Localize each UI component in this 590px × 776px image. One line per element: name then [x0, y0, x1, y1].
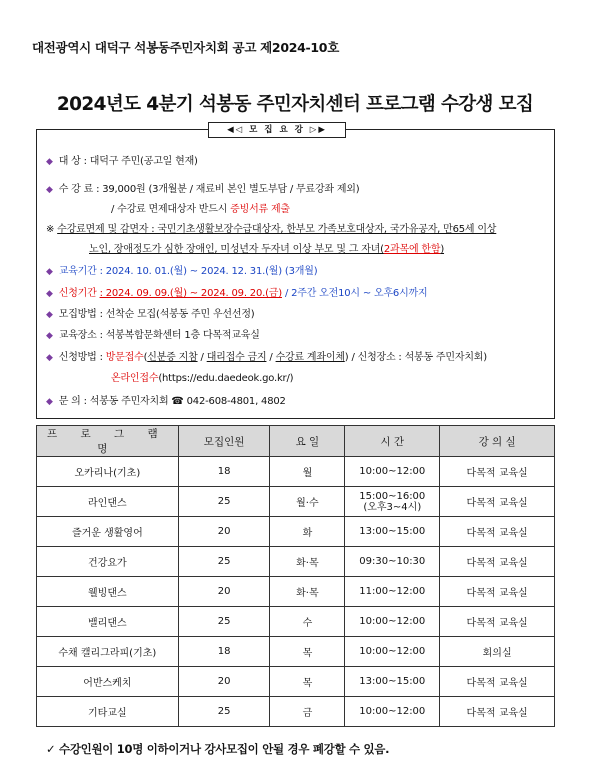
table-row: 라인댄스 25 월·수 15:00~16:00 (오후3~4시) 다목적 교육실 — [37, 487, 555, 517]
online-url-link[interactable]: (https://edu.daedeok.go.kr/) — [158, 373, 294, 384]
diamond-bullet-icon: ◆ — [46, 353, 53, 363]
table-header-row — [37, 426, 555, 457]
exempt-line-1: ※ 수강료면제 및 감면자 : 국민기초생활보장수급대상자, 한부모 가족보호대상자, 국가유공자, 만65세 이상 — [46, 224, 497, 235]
exempt-line-2: 노인, 장애정도가 심한 장애인, 미성년자 두자녀 이상 부모 및 그 자녀(2과목에 한함) — [89, 244, 445, 255]
table-row: 오카리나(기초) 18 월 10:00~12:00 다목적 교육실 — [37, 457, 555, 487]
how-line: ◆ 신청방법 : 방문접수(신분증 지참 / 대리접수 금지 / 수강료 계좌이체) / 신청장소 : 석봉동 주민자치회) — [46, 352, 487, 363]
table-row: 수채 캘리그라피(기초) 18 목 10:00~12:00 회의실 — [37, 637, 555, 667]
diamond-bullet-icon: ◆ — [46, 331, 53, 341]
footnote: ✓ 수강인원이 10명 이하이거나 강사모집이 안될 경우 폐강할 수 있음. — [46, 742, 390, 756]
notice-number: 대전광역시 대덕구 석봉동주민자치회 공고 제2024-10호 — [32, 40, 339, 55]
table-row: 밸리댄스 25 수 10:00~12:00 다목적 교육실 — [37, 607, 555, 637]
diamond-bullet-icon: ◆ — [46, 185, 53, 195]
table-row: 어반스케치 20 목 13:00~15:00 다목적 교육실 — [37, 667, 555, 697]
time-cell-multiline: 15:00~16:00 (오후3~4시) — [345, 487, 440, 517]
outline-title: ◀◁ 모 집 요 강 ▷▶ — [208, 122, 346, 138]
diamond-bullet-icon: ◆ — [46, 397, 53, 407]
table-row: 즐거운 생활영어 20 화 13:00~15:00 다목적 교육실 — [37, 517, 555, 547]
page-title: 2024년도 4분기 석봉동 주민자치센터 프로그램 수강생 모집 — [56, 94, 534, 115]
method-line: ◆ 모집방법 : 선착순 모집(석봉동 주민 우선선정) — [46, 309, 255, 320]
table-row: 기타교실 25 금 10:00~12:00 다목적 교육실 — [37, 697, 555, 727]
header-time: 시 간 — [345, 426, 440, 457]
program-table — [36, 425, 555, 727]
diamond-bullet-icon: ◆ — [46, 157, 53, 167]
fee-sub-line: / 수강료 면제대상자 반드시 증빙서류 제출 — [111, 204, 290, 215]
header-program: 프 로 그 램 명 — [37, 426, 179, 457]
place-line: ◆ 교육장소 : 석봉복합문화센터 1층 다목적교육실 — [46, 330, 260, 341]
diamond-bullet-icon: ◆ — [46, 310, 53, 320]
contact-line: ◆ 문 의 : 석봉동 주민자치회 ☎ 042-608-4801, 4802 — [46, 396, 286, 407]
table-row: 건강요가 25 화·목 09:30~10:30 다목적 교육실 — [37, 547, 555, 577]
diamond-bullet-icon: ◆ — [46, 267, 53, 277]
header-capacity: 모집인원 — [178, 426, 270, 457]
header-room: 강 의 실 — [440, 426, 555, 457]
header-day: 요 일 — [270, 426, 345, 457]
diamond-bullet-icon: ◆ — [46, 289, 53, 299]
online-line: 온라인접수(https://edu.daedeok.go.kr/) — [111, 373, 294, 384]
apply-line: ◆ 신청기간 : 2024. 09. 09.(월) ~ 2024. 09. 20.(금) / 2주간 오전10시 ~ 오후6시까지 — [46, 288, 428, 299]
period-line: ◆ 교육기간 : 2024. 10. 01.(월) ~ 2024. 12. 31.(월) (3개월) — [46, 266, 318, 277]
fee-line: ◆ 수 강 료 : 39,000원 (3개월분 / 재료비 본인 별도부담 / 무료강좌 제외) — [46, 184, 360, 195]
target-line: ◆ 대 상 : 대덕구 주민(공고일 현재) — [46, 156, 198, 167]
table-row: 웰빙댄스 20 화·목 11:00~12:00 다목적 교육실 — [37, 577, 555, 607]
